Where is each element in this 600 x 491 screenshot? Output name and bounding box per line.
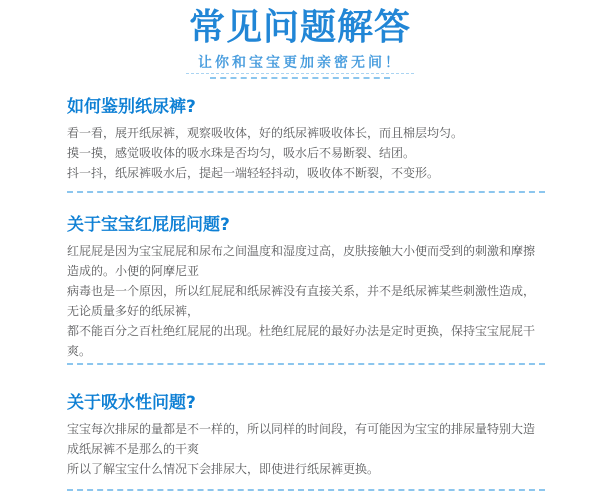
body-line: 都不能百分之百杜绝红屁屁的出现。杜绝红屁屁的最好办法是定时更换，保持宝宝屁屁干爽。 [67,324,536,358]
faq-section-identify-diapers [67,95,545,183]
body-line: 红屁屁是因为宝宝屁屁和尿布之间温度和湿度过高，皮肤接触大小便而受到的刺激和摩擦造成的。小便的阿摩尼亚 [67,244,536,278]
body-line: 看一看，展开纸尿裤，观察吸收体，好的纸尿裤吸收体长，而且棉层均匀。 [67,126,464,140]
section-body [67,241,545,361]
body-line: 所以了解宝宝什么情况下会排尿大，即使进行纸尿裤更换。 [67,462,380,476]
section-heading: 关于吸水性问题? [67,393,196,413]
faq-content [0,95,600,491]
body-line: 病毒也是一个原因，所以红屁屁和纸尿裤没有直接关系，并不是纸尿裤某些刺激性造成，无论质量多好的纸尿裤， [67,284,536,318]
faq-header [0,0,600,79]
body-line: 宝宝每次排尿的量都是不一样的，所以同样的时间段，有可能因为宝宝的排尿量特别大造成纸尿裤不是那么的干爽 [67,422,536,456]
section-divider [67,191,545,193]
page-subtitle: 让你和宝宝更加亲密无间！ [198,55,402,71]
faq-section-absorbency [67,391,545,479]
subtitle-underline-thin [186,73,414,74]
section-body [67,123,545,183]
body-line: 摸一摸，感觉吸收体的吸水珠是否均匀，吸水后不易断裂、结团。 [67,146,416,160]
subtitle-underline-dashed [210,77,390,79]
section-body [67,419,545,479]
body-line: 抖一抖，纸尿裤吸水后，提起一端轻轻抖动，吸收体不断裂，不变形。 [67,166,440,180]
faq-section-red-bottom [67,213,545,361]
page-title: 常见问题解答 [188,7,411,48]
section-divider [67,363,545,365]
section-heading: 关于宝宝红屁屁问题? [67,215,230,235]
section-heading: 如何鉴别纸尿裤? [67,97,196,117]
